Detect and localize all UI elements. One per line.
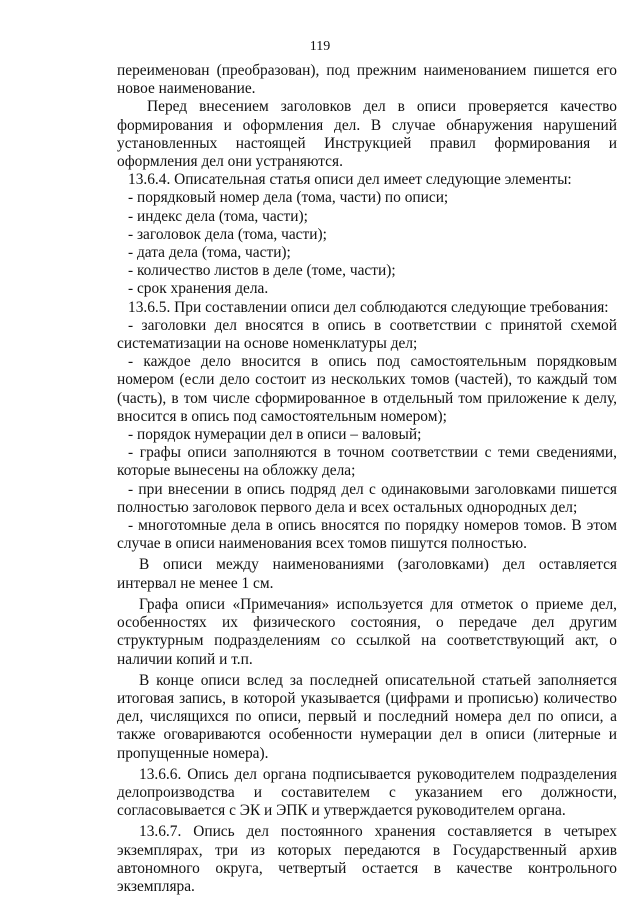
requirement-item: - каждое дело вносится в опись под самостоятельным порядковым номером (если дело состоит из нескольких томов (частей), то каждый том (часть), в том числе сформированное в отдельный том приложение к делу, вносится в опись под самостоятельным номером);	[117, 353, 617, 425]
list-item: - заголовок дела (тома, части);	[128, 225, 327, 243]
paragraph-notes-column: Графа описи «Примечания» используется для отметок о приеме дел, особенностях их физического состояния, о передаче дел другим структурным подразделениям со ссылкой на соответствующий акт, о наличии копий и т.п.	[117, 595, 617, 668]
paragraph-interval: В описи между наименованиями (заголовками) дел оставляется интервал не менее 1 см.	[117, 556, 617, 592]
requirement-item: - при внесении в опись подряд дел с одинаковыми заголовками пишется полностью заголовок первого дела и всех остальных однородных дел;	[117, 480, 617, 516]
requirement-item: - заголовки дел вносятся в опись в соответствии с принятой схемой систематизации на основе номенклатуры дел;	[117, 316, 617, 353]
section-13-6-4-heading: 13.6.4. Описательная статья описи дел имеет следующие элементы:	[128, 171, 572, 189]
paragraph-renamed-note: переименован (преобразован), под прежним наименованием пишется его новое наименование.	[117, 62, 617, 98]
list-item: - порядковый номер дела (тома, части) по описи;	[128, 189, 449, 207]
list-item: - количество листов в деле (томе, части);	[128, 262, 396, 280]
section-13-6-6: 13.6.6. Опись дел органа подписывается руководителем подразделения делопроизводства и составителем с указанием его должности, согласовывается с ЭК и ЭПК и утверждается руководителем органа.	[117, 765, 617, 820]
list-item: - индекс дела (тома, части);	[128, 207, 308, 225]
page-number: 119	[309, 39, 331, 54]
document-body	[117, 62, 617, 896]
list-item: - дата дела (тома, части);	[128, 244, 291, 262]
section-13-6-7: 13.6.7. Опись дел постоянного хранения составляется в четырех экземплярах, три из которых передаются в Государственный архив автономного округа, четвертый остается в качестве контрольного экземпляра.	[117, 823, 617, 895]
paragraph-quality-check: Перед внесением заголовков дел в описи проверяется качество формирования и оформления дел. В случае обнаружения нарушений установленных настоящей Инструкцией правил формирования и оформления дел они устраняются.	[117, 98, 617, 171]
section-13-6-5-heading: 13.6.5. При составлении описи дел соблюдаются следующие требования:	[128, 298, 609, 316]
paragraph-final-record: В конце описи вслед за последней описательной статьей заполняется итоговая запись, в которой указывается (цифрами и прописью) количество дел, числящихся по описи, первый и последний номера дел по описи, а также оговариваются особенности нумерации дел в описи (литерные и пропущенные номера).	[117, 671, 617, 762]
requirement-item: - порядок нумерации дел в описи – валовый;	[128, 426, 422, 444]
requirement-item: - графы описи заполняются в точном соответствии с теми сведениями, которые вынесены на обложку дела;	[117, 444, 617, 480]
list-item: - срок хранения дела.	[128, 280, 269, 298]
requirement-item: - многотомные дела в опись вносятся по порядку номеров томов. В этом случае в описи наименования всех томов пишутся полностью.	[117, 517, 617, 553]
